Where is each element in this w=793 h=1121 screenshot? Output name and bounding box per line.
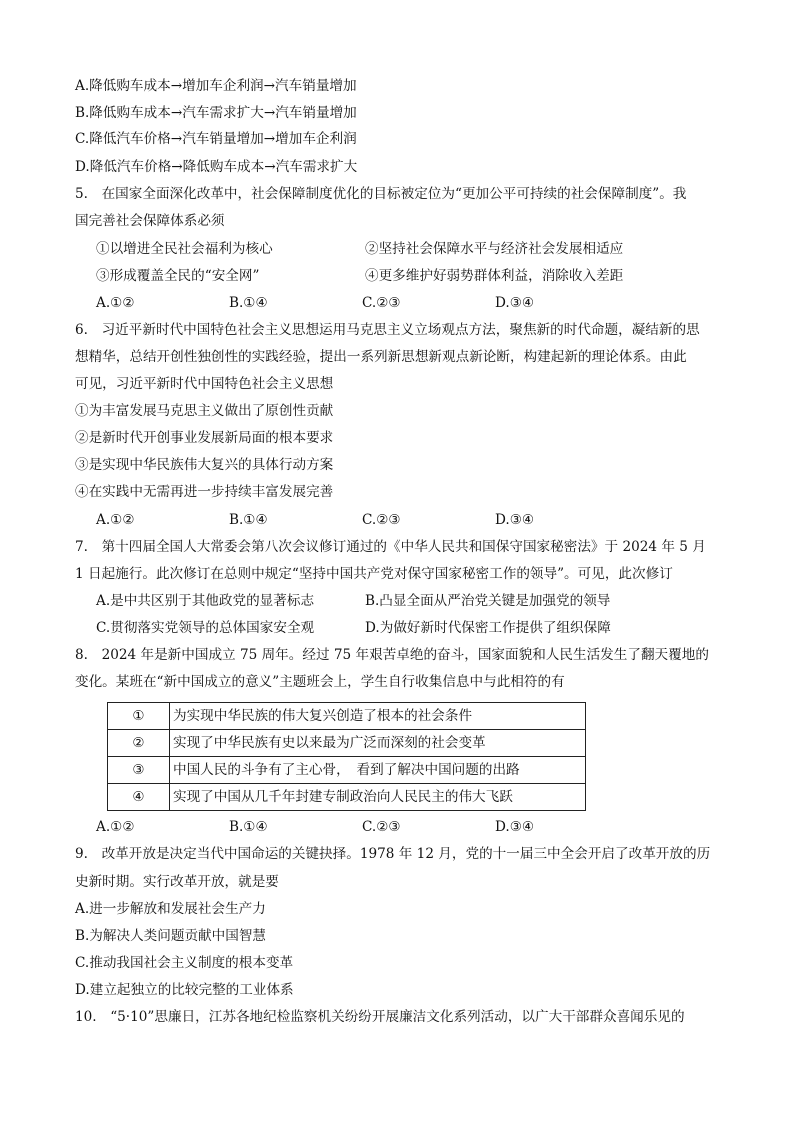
table-row-number: ④: [108, 784, 170, 811]
q9-option-b: B.为解决人类问题贡献中国智慧: [75, 928, 267, 944]
q6-option-c: C.②③: [362, 512, 401, 528]
q4-option-b: B.降低购车成本→汽车需求扩大→汽车销量增加: [75, 105, 357, 121]
q5-statement-2: ②坚持社会保障水平与经济社会发展相适应: [365, 241, 624, 257]
q5-stem-line2: 国完善社会保障体系必须: [75, 213, 225, 229]
q9-option-d: D.建立起独立的比较完整的工业体系: [75, 982, 294, 998]
q7-option-b: B.凸显全面从严治党关键是加强党的领导: [365, 593, 611, 609]
q10-stem-line1: 10. “5·10”思廉日，江苏各地纪检监察机关纷纷开展廉洁文化系列活动，以广大干部群众喜闻乐见的: [75, 1009, 685, 1025]
q6-stem-line1: 6. 习近平新时代中国特色社会主义思想运用马克思主义立场观点方法，聚焦新的时代命题，凝结新的思: [75, 322, 700, 338]
q9-stem-line1: 9. 改革开放是决定当代中国命运的关键抉择。1978 年 12 月，党的十一届三中全会开启了改革开放的历: [75, 846, 711, 862]
q6-option-b: B.①④: [229, 512, 268, 528]
q6-statement-2: ②是新时代开创事业发展新局面的根本要求: [75, 430, 334, 446]
q6-option-a: A.①②: [96, 512, 135, 528]
q4-option-c: C.降低汽车价格→汽车销量增加→增加车企利润: [75, 131, 357, 147]
q8-info-table: [107, 702, 586, 811]
q9-option-c: C.推动我国社会主义制度的根本变革: [75, 955, 294, 971]
table-row: [108, 703, 586, 730]
q4-option-d: D.降低汽车价格→降低购车成本→汽车需求扩大: [75, 159, 358, 175]
q6-statement-3: ③是实现中华民族伟大复兴的具体行动方案: [75, 457, 334, 473]
q6-stem-line2: 想精华，总结开创性独创性的实践经验，提出一系列新思想新观点新论断，构建起新的理论体系。由此: [75, 349, 687, 365]
table-row-number: ③: [108, 757, 170, 784]
q9-option-a: A.进一步解放和发展社会生产力: [75, 901, 266, 917]
q8-option-d: D.③④: [495, 819, 535, 835]
q7-stem-line1: 7. 第十四届全国人大常委会第八次会议修订通过的《中华人民共和国保守国家秘密法》于 2024 年 5 月: [75, 539, 706, 555]
q5-statement-1: ①以增进全民社会福利为核心: [96, 241, 273, 257]
q5-statement-3: ③形成覆盖全民的“安全网”: [96, 268, 260, 284]
q7-option-a: A.是中共区别于其他政党的显著标志: [96, 593, 315, 609]
q8-stem-line2: 变化。某班在“新中国成立的意义”主题班会上，学生自行收集信息中与此相符的有: [75, 674, 565, 690]
table-row-text: 中国人民的斗争有了主心骨， 看到了解决中国问题的出路: [170, 757, 586, 784]
q8-option-b: B.①④: [229, 819, 268, 835]
q5-option-c: C.②③: [362, 295, 401, 311]
q8-option-a: A.①②: [96, 819, 135, 835]
q8-option-c: C.②③: [362, 819, 401, 835]
table-row-number: ①: [108, 703, 170, 730]
table-row: [108, 757, 586, 784]
q4-option-a: A.降低购车成本→增加车企利润→汽车销量增加: [75, 78, 357, 94]
q8-stem-line1: 8. 2024 年是新中国成立 75 周年。经过 75 年艰苦卓绝的奋斗，国家面貌和人民生活发生了翻天覆地的: [75, 647, 709, 663]
q5-stem-line1: 5. 在国家全面深化改革中，社会保障制度优化的目标被定位为“更加公平可持续的社会保障制度”。我: [75, 186, 687, 202]
q6-option-d: D.③④: [495, 512, 535, 528]
table-row-text: 实现了中华民族有史以来最为广泛而深刻的社会变革: [170, 730, 586, 757]
q7-stem-line2: 1 日起施行。此次修订在总则中规定“坚持中国共产党对保守国家秘密工作的领导”。可见，此次修订: [75, 566, 673, 582]
table-row: [108, 784, 586, 811]
q9-stem-line2: 史新时期。实行改革开放，就是要: [75, 874, 279, 890]
q7-option-d: D.为做好新时代保密工作提供了组织保障: [365, 620, 611, 636]
table-row-number: ②: [108, 730, 170, 757]
q5-statement-4: ④更多维护好弱势群体利益，消除收入差距: [365, 268, 624, 284]
q5-option-d: D.③④: [495, 295, 535, 311]
q5-option-b: B.①④: [229, 295, 268, 311]
q7-option-c: C.贯彻落实党领导的总体国家安全观: [96, 620, 315, 636]
table-row-text: 为实现中华民族的伟大复兴创造了根本的社会条件: [170, 703, 586, 730]
q6-stem-line3: 可见，习近平新时代中国特色社会主义思想: [75, 376, 334, 392]
table-row: [108, 730, 586, 757]
table-row-text: 实现了中国从几千年封建专制政治向人民民主的伟大飞跃: [170, 784, 586, 811]
q5-option-a: A.①②: [96, 295, 135, 311]
q6-statement-1: ①为丰富发展马克思主义做出了原创性贡献: [75, 403, 334, 419]
q6-statement-4: ④在实践中无需再进一步持续丰富发展完善: [75, 484, 334, 500]
